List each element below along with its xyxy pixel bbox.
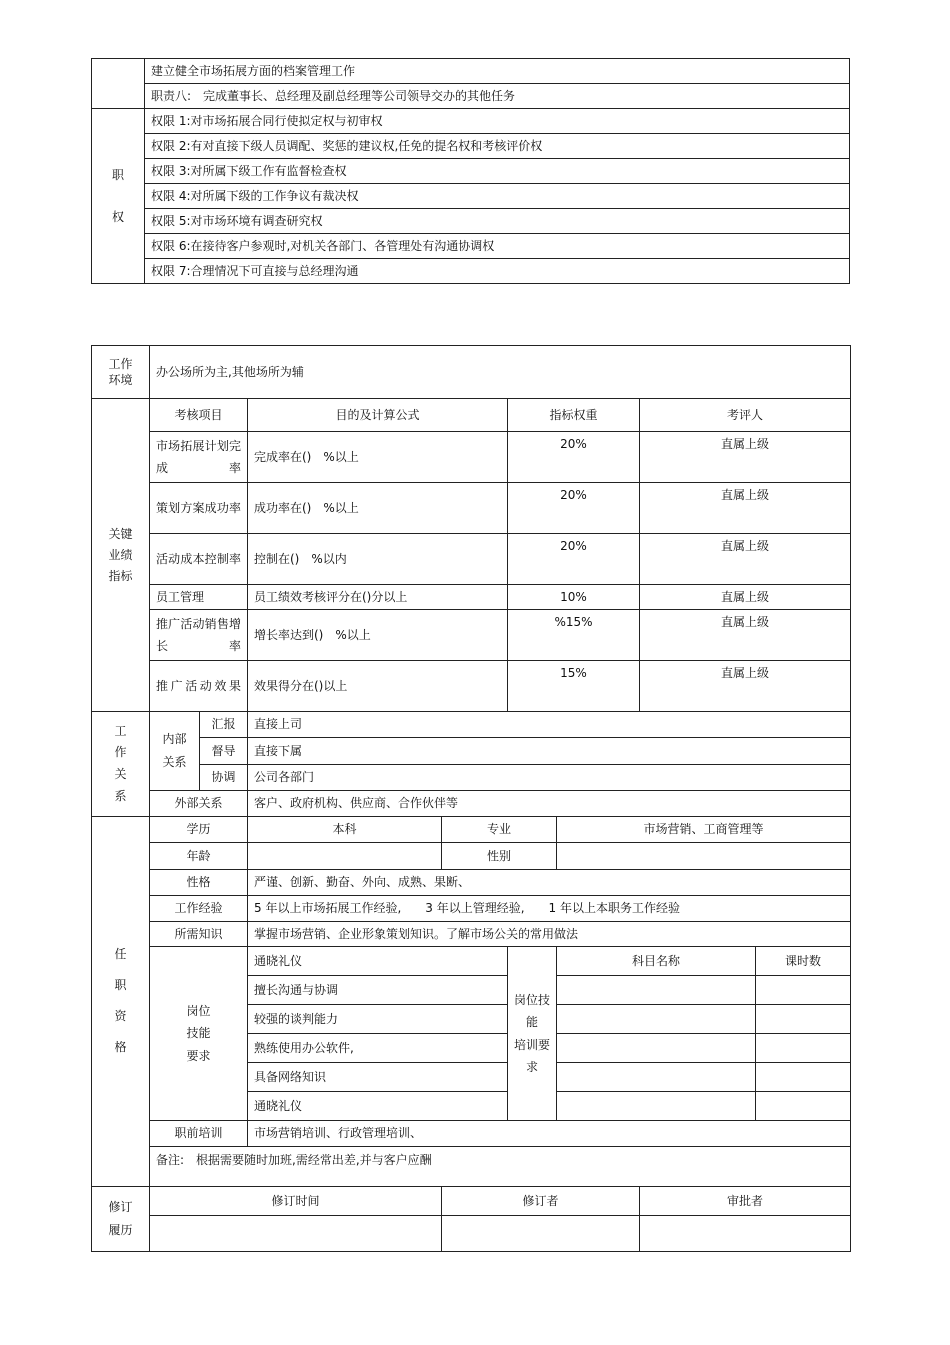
skills-label: 岗位 技能 要求	[150, 947, 248, 1121]
personality-label: 性格	[150, 870, 248, 896]
education-value: 本科	[248, 817, 442, 843]
reviser-header: 修订者	[442, 1187, 640, 1216]
age-label: 年龄	[150, 843, 248, 870]
kpi-label: 关键 业绩 指标	[92, 399, 150, 712]
kpi-formula: 增长率达到() %以上	[248, 610, 508, 661]
training-hours-cell	[756, 1063, 851, 1092]
gender-label: 性别	[442, 843, 557, 870]
kpi-formula: 完成率在() %以上	[248, 432, 508, 483]
kpi-item: 员工管理	[150, 585, 248, 610]
subject-header: 科目名称	[557, 947, 756, 976]
authority-row: 权限 2:有对直接下级人员调配、奖惩的建议权,任免的提名权和考核评价权	[145, 134, 850, 159]
job-profile-table	[91, 345, 851, 1252]
experience-label: 工作经验	[150, 896, 248, 922]
external-relations-label: 外部关系	[150, 791, 248, 817]
training-subject-cell	[557, 1034, 756, 1063]
revision-time-cell	[150, 1216, 442, 1252]
kpi-weight: 20%	[508, 534, 640, 585]
relation-value: 直接上司	[248, 712, 851, 738]
reviser-cell	[442, 1216, 640, 1252]
approver-header: 审批者	[640, 1187, 851, 1216]
skill-item: 较强的谈判能力	[248, 1005, 508, 1034]
training-hours-cell	[756, 1034, 851, 1063]
duty-row: 职责八: 完成董事长、总经理及副总经理等公司领导交办的其他任务	[145, 84, 850, 109]
revision-label: 修订 履历	[92, 1187, 150, 1252]
env-label: 工作 环境	[92, 346, 150, 399]
kpi-formula: 效果得分在()以上	[248, 661, 508, 712]
hours-header: 课时数	[756, 947, 851, 976]
education-label: 学历	[150, 817, 248, 843]
kpi-weight: 20%	[508, 432, 640, 483]
major-label: 专业	[442, 817, 557, 843]
kpi-formula: 控制在() %以内	[248, 534, 508, 585]
kpi-rater: 直属上级	[640, 432, 851, 483]
kpi-formula: 员工绩效考核评分在()分以上	[248, 585, 508, 610]
relation-key: 督导	[200, 738, 248, 765]
duty-row: 建立健全市场拓展方面的档案管理工作	[145, 59, 850, 84]
internal-relations-label: 内部 关系	[150, 712, 200, 791]
pre-training-label: 职前培训	[150, 1121, 248, 1147]
authority-row: 权限 4:对所属下级的工作争议有裁决权	[145, 184, 850, 209]
authority-row: 权限 7:合理情况下可直接与总经理沟通	[145, 259, 850, 284]
approver-cell	[640, 1216, 851, 1252]
personality-value: 严谨、创新、勤奋、外向、成熟、果断、	[248, 870, 851, 896]
relation-key: 协调	[200, 765, 248, 791]
age-value	[248, 843, 442, 870]
authority-row: 权限 6:在接待客户参观时,对机关各部门、各管理处有沟通协调权	[145, 234, 850, 259]
revision-time-header: 修订时间	[150, 1187, 442, 1216]
remark: 备注: 根据需要随时加班,需经常出差,并与客户应酬	[150, 1147, 851, 1187]
skill-item: 擅长沟通与协调	[248, 976, 508, 1005]
training-hours-cell	[756, 976, 851, 1005]
relation-key: 汇报	[200, 712, 248, 738]
kpi-item: 市场拓展计划完成率	[150, 432, 248, 483]
kpi-weight: 10%	[508, 585, 640, 610]
kpi-weight: %15%	[508, 610, 640, 661]
authority-row: 权限 3:对所属下级工作有监督检查权	[145, 159, 850, 184]
kpi-header-weight: 指标权重	[508, 399, 640, 432]
pre-training-value: 市场营销培训、行政管理培训、	[248, 1121, 851, 1147]
external-relations-value: 客户、政府机构、供应商、合作伙伴等	[248, 791, 851, 817]
knowledge-label: 所需知识	[150, 922, 248, 947]
kpi-rater: 直属上级	[640, 661, 851, 712]
kpi-formula: 成功率在() %以上	[248, 483, 508, 534]
skill-item: 通晓礼仪	[248, 1092, 508, 1121]
training-hours-cell	[756, 1005, 851, 1034]
kpi-item: 活动成本控制率	[150, 534, 248, 585]
training-subject-cell	[557, 976, 756, 1005]
kpi-header-rater: 考评人	[640, 399, 851, 432]
kpi-rater: 直属上级	[640, 534, 851, 585]
skill-item: 具备网络知识	[248, 1063, 508, 1092]
kpi-rater: 直属上级	[640, 610, 851, 661]
major-value: 市场营销、工商管理等	[557, 817, 851, 843]
authority-label: 职 权	[92, 109, 145, 284]
relation-value: 直接下属	[248, 738, 851, 765]
qualification-label: 任 职 资 格	[92, 817, 150, 1187]
skill-item: 熟练使用办公软件,	[248, 1034, 508, 1063]
kpi-weight: 15%	[508, 661, 640, 712]
training-subject-cell	[557, 1092, 756, 1121]
kpi-rater: 直属上级	[640, 483, 851, 534]
gender-value	[557, 843, 851, 870]
authority-row: 权限 1:对市场拓展合同行使拟定权与初审权	[145, 109, 850, 134]
duties-authority-table	[91, 58, 850, 284]
skill-item: 通晓礼仪	[248, 947, 508, 976]
duties-label-cell	[92, 59, 145, 109]
kpi-weight: 20%	[508, 483, 640, 534]
relation-value: 公司各部门	[248, 765, 851, 791]
training-subject-cell	[557, 1063, 756, 1092]
experience-value: 5 年以上市场拓展工作经验, 3 年以上管理经验, 1 年以上本职务工作经验	[248, 896, 851, 922]
kpi-rater: 直属上级	[640, 585, 851, 610]
training-req-label: 岗位技 能 培训要 求	[508, 947, 557, 1121]
env-value: 办公场所为主,其他场所为辅	[150, 346, 851, 399]
kpi-item: 策划方案成功率	[150, 483, 248, 534]
kpi-header-formula: 目的及计算公式	[248, 399, 508, 432]
training-hours-cell	[756, 1092, 851, 1121]
authority-row: 权限 5:对市场环境有调查研究权	[145, 209, 850, 234]
kpi-item: 推广活动销售增长率	[150, 610, 248, 661]
knowledge-value: 掌握市场营销、企业形象策划知识。了解市场公关的常用做法	[248, 922, 851, 947]
relations-label: 工 作 关 系	[92, 712, 150, 817]
training-subject-cell	[557, 1005, 756, 1034]
kpi-header-item: 考核项目	[150, 399, 248, 432]
kpi-item: 推广活动效果	[150, 661, 248, 712]
